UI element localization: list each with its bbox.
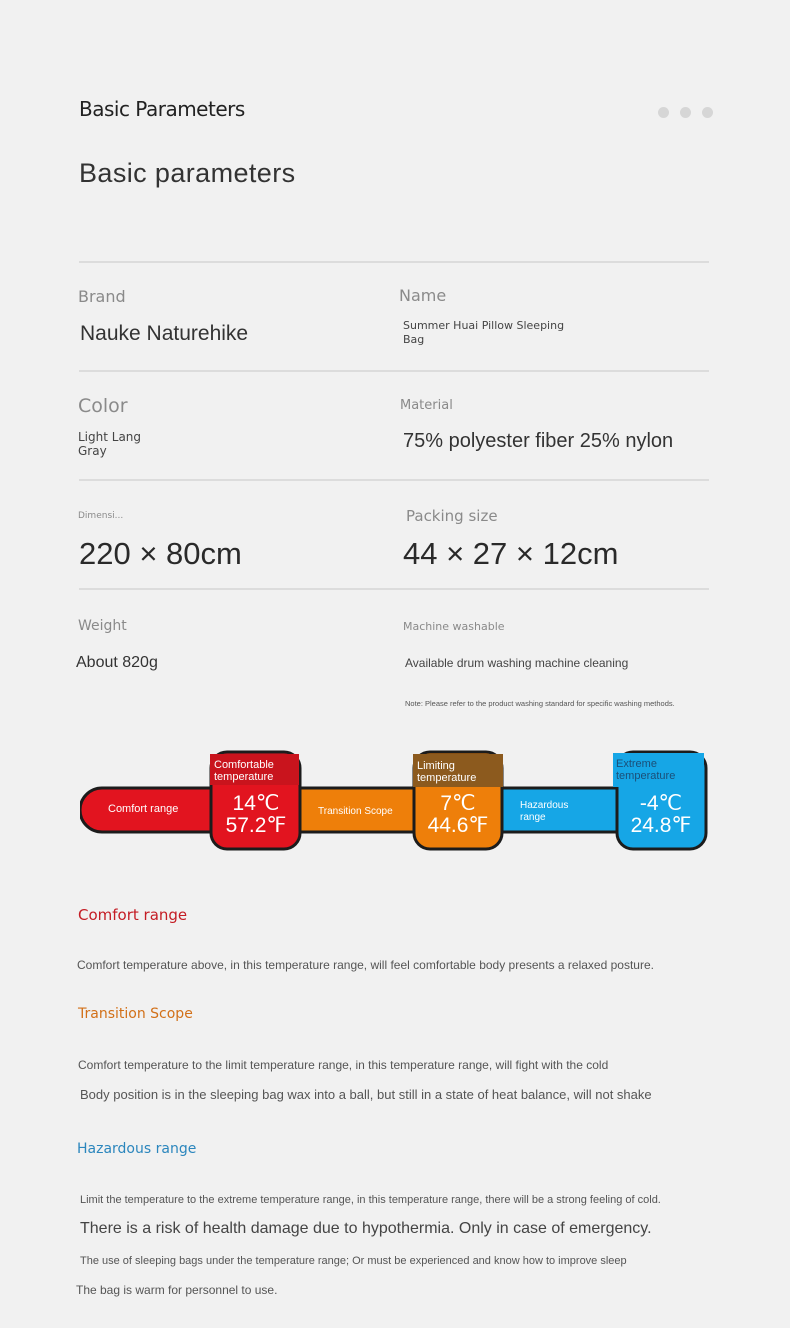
material-value: 75% polyester fiber 25% nylon [403, 430, 674, 452]
washable-value: Available drum washing machine cleaning [405, 656, 629, 670]
page-subtitle: Basic parameters [79, 158, 296, 188]
more-options-icon[interactable] [658, 107, 713, 118]
hazardous-range-label: Hazardous range [520, 800, 569, 823]
color-label: Color [78, 395, 128, 417]
transition-scope-label: Transition Scope [318, 806, 393, 817]
hazard-text-3: The use of sleeping bags under the temperature range; Or must be experienced and know how to improve sleep [80, 1255, 627, 1267]
limiting-temperature-value: 7℃ 44.6℉ [427, 792, 489, 837]
washable-label: Machine washable [403, 620, 505, 633]
brand-label: Brand [78, 287, 126, 306]
packing-value: 44 × 27 × 12cm [403, 536, 619, 571]
transition-text-2: Body position is in the sleeping bag wax into a ball, but still in a state of heat balance, will not shake [80, 1087, 652, 1102]
divider [79, 261, 709, 263]
hazard-text-2: There is a risk of health damage due to hypothermia. Only in case of emergency. [80, 1220, 652, 1237]
extreme-temperature-value: -4℃ 24.8℉ [630, 792, 692, 837]
limiting-temperature-label: Limiting temperature [417, 760, 477, 784]
transition-scope-heading: Transition Scope [78, 1006, 193, 1022]
comfort-range-label: Comfort range [108, 803, 179, 815]
comfort-range-heading: Comfort range [78, 906, 188, 924]
comfortable-temperature-label: Comfortable temperature [214, 759, 274, 783]
washing-note: Note: Please refer to the product washing standard for specific washing methods. [405, 699, 675, 708]
dimension-label: Dimensi... [78, 511, 124, 521]
packing-label: Packing size [406, 507, 498, 525]
dimension-value: 220 × 80cm [79, 536, 242, 571]
divider [79, 370, 709, 372]
extreme-temperature-label: Extreme temperature [616, 758, 676, 782]
hazard-text-1: Limit the temperature to the extreme temperature range, in this temperature range, there will be a strong feeling of cold. [80, 1194, 661, 1206]
hazardous-range-heading: Hazardous range [77, 1141, 197, 1157]
brand-value: Nauke Naturehike [80, 322, 249, 345]
name-label: Name [399, 286, 447, 305]
material-label: Material [400, 398, 453, 413]
name-value: Summer Huai Pillow Sleeping Bag [403, 319, 565, 346]
comfort-range-text: Comfort temperature above, in this temperature range, will feel comfortable body presents a relaxed posture. [77, 958, 654, 972]
divider [79, 479, 709, 481]
divider [79, 588, 709, 590]
section-title: Basic Parameters [79, 97, 245, 121]
weight-value: About 820g [76, 654, 158, 671]
temperature-scale [80, 750, 710, 852]
comfortable-temperature-value: 14℃ 57.2℉ [225, 792, 287, 837]
transition-text-1: Comfort temperature to the limit temperature range, in this temperature range, will fight with the cold [78, 1058, 609, 1072]
hazard-text-4: The bag is warm for personnel to use. [76, 1283, 278, 1297]
color-value: Light Lang Gray [78, 430, 142, 458]
weight-label: Weight [78, 618, 127, 634]
